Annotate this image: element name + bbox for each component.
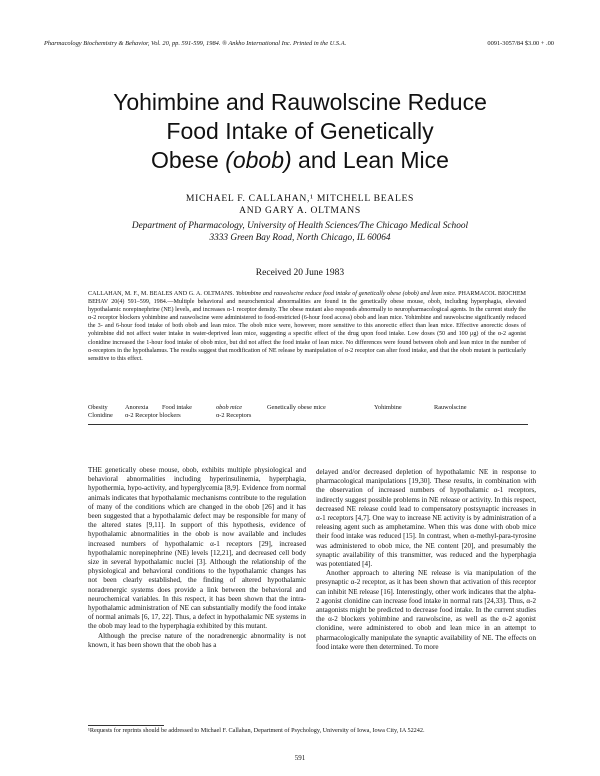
issn-price: 0091-3057/84 $3.00 + .00 [487, 40, 554, 47]
page-number: 591 [294, 754, 306, 762]
body-column-left [88, 466, 306, 650]
keyword: Obesity [88, 404, 108, 411]
title-line-1: Yohimbine and Rauwolscine Reduce [113, 89, 487, 115]
body-paragraph: Another approach to altering NE release is via manipulation of the presynaptic α-2 receptor, as it has been shown that activation of this receptor can inhibit NE release [16]. Interestingly, other work indicates that the alpha-2 agonist clonidine can increase food intake in normal rats [24,33]. Thus, α-2 antagonists might be predicted to decrease food intake. In the current studies the α-2 blockers yohimbine and rauwolscine, as well as the α-2 agonist clonidine, were administered to obob and lean mice in an attempt to pharmacologically manipulate the synaptic availability of NE. The effects on food intake were then determined. To more [316, 569, 536, 651]
keyword: Genetically obese mice [267, 404, 326, 411]
reprint-footnote: ¹Requests for reprints should be addressed to Michael F. Callahan, Department of Psychology, University of Iowa, Iowa City, IA 52242. [88, 727, 425, 734]
keywords-row-2 [88, 412, 528, 420]
body-paragraph: THE genetically obese mouse, obob, exhibits multiple physiological and behavioral abnormalities including hyperinsulinemia, hyperphagia, hypothermia, hypo-activity, and hyperglycemia [8,9]. Evidence from normal animals indicates that hypothalamic mechanisms contribute to the regulation of many of the conditions which are changed in the obob [26] and it has been suggested that a hypothalamic defect may be responsible for many of the altered states [9,11]. In support of this hypothesis, evidence of hypothalamic abnormalities in the obob is now available and includes increased numbers of hypothalamic α-1 receptors [29], increased hypothalamic norepinephrine (NE) levels [12,21], and decreased cell body size in several hypothalamic nuclei [3]. Although the relationship of the physiological and behavioral conditions to the hypothalamic changes has not been clearly established, the finding of altered hypothalamic noradrenergic systems does provide a link between the behavioral and neurochemical variables. In this respect, it has been shown that the intra-hypothalamic administration of NE can substantially modify the food intake of normal animals [6, 17, 22]. Thus, a defect in hypothalamic NE systems in the obob may lead to the hyperphagia exhibited by this mutant. [88, 466, 306, 631]
affiliation [60, 220, 540, 244]
authors-line-1: MICHAEL F. CALLAHAN,¹ MITCHELL BEALES [185, 193, 415, 204]
abstract-divider [88, 424, 528, 425]
abstract-citation-title: Yohimbine and rauwolscine reduce food intake of genetically obese (obob) and lean mice. [235, 291, 457, 297]
journal-citation: Pharmacology Biochemistry & Behavior, Vol. 20, pp. 591-599, 1984. ® Ankho International Inc. Printed in the U.S.A. [44, 40, 347, 47]
received-date: Received 20 June 1983 [255, 268, 345, 278]
title-obob-italic: (obob) [225, 147, 292, 173]
keyword: α-2 Receptors [216, 412, 252, 420]
running-head [44, 40, 554, 47]
title-line-3 [60, 146, 540, 175]
authors-line-2: AND GARY A. OLTMANS [239, 205, 361, 216]
keywords-row-1 [88, 404, 528, 412]
body-paragraph: delayed and/or decreased depletion of hypothalamic NE in response to pharmacological manipulations [19,30]. These results, in combination with the observation of increased numbers of hypothalamic α-1 receptors, indirectly suggest possible problems in NE release or activity. In this respect, decreased NE release could lead to compensatory postsynaptic increases in α-1 receptors [4,7]. One way to increase NE activity is by administration of a releasing agent such as amphetamine. When this was done with obob mice their food intake was reduced [15]. In contrast, when α-methyl-para-tyrosine was administered to obob mice, the NE content [20], and presumably the synaptic availability of this transmitter, was reduced and the hyperphagia was potentiated [4]. [316, 468, 536, 569]
keyword: Rauwolscine [434, 404, 467, 411]
keywords [88, 404, 528, 420]
footnote-divider [88, 725, 164, 726]
keyword: obob mice [216, 404, 243, 411]
body-paragraph: Although the precise nature of the noradrenergic abnormality is not known, it has been shown that the obob has a [88, 631, 306, 649]
title-line-2: Food Intake of Genetically [166, 118, 434, 144]
keyword: Anorexia [125, 404, 149, 411]
title-line-3-end: and Lean Mice [291, 147, 449, 173]
title-line-3-start: Obese [151, 147, 226, 173]
abstract-citation: CALLAHAN, M. F., M. BEALES AND G. A. OLTMANS. [88, 291, 235, 297]
author-list [60, 193, 540, 217]
keyword: Yohimbine [374, 404, 402, 411]
abstract-body: PHARMACOL BIOCHEM BEHAV 20(4) 591–599, 1984.—Multiple behavioral and neurochemical abnormalities are found in the genetically obese mouse, obob, including hyperphagia, elevated hypothalamic norepinephrine (NE) levels, and increases α-1 receptor density. The obese mutant also responds abnormally to neuropharmacological agents. In the current study the α-2 receptor blockers yohimbine and rauwolscine were administered to food-restricted (6-hour food access) obob and lean mice. Yohimbine and rauwolscine significantly reduced the 3- and 6-hour food intake of both obob and lean mice. The obob mice were, however, more sensitive to this anorectic effect than lean mice. Effective anorectic doses of yohimbine did not affect water intake in water-deprived lean mice, suggesting a specific effect of the drug upon food intake. Low doses (50 and 100 μg) of the α-2 agonist clonidine increased the 1-hour food intake of obob mice, but did not affect the food intake of lean mice. No differences were found between obob and lean mice in the number of α-receptors in the hypothalamus. The results suggest that modification of NE release by manipulation of α-2 receptor can alter food intake, and that the obob mutant is particularly sensitive to this effect. [88, 291, 526, 362]
affiliation-line-1: Department of Pharmacology, University of Health Sciences/The Chicago Medical School [131, 221, 469, 231]
affiliation-line-2: 3333 Green Bay Road, North Chicago, IL 60064 [209, 233, 391, 243]
keyword: α-2 Receptor blockers [125, 412, 181, 420]
article-title [60, 88, 540, 175]
keyword: Clonidine [88, 412, 113, 420]
body-column-right [316, 468, 536, 652]
keyword: Food intake [162, 404, 192, 411]
abstract [88, 290, 526, 363]
